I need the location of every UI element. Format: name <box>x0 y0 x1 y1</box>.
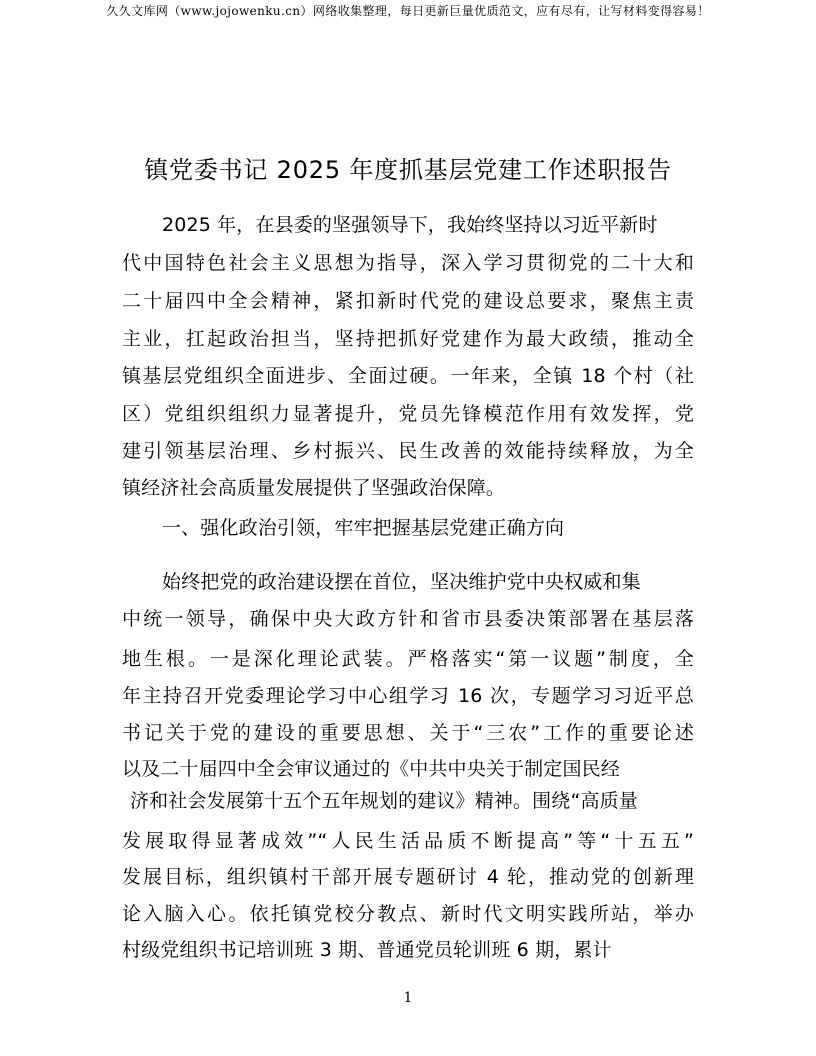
body-line: 代中国特色社会主义思想为指导，深入学习贯彻党的二十大和 <box>122 252 694 274</box>
body-line: 书记关于党的建设的重要思想、关于“三农”工作的重要论述 <box>122 722 694 744</box>
body-line: 年主持召开党委理论学习中心组学习 16 次，专题学习习近平总 <box>122 685 694 707</box>
page-number: 1 <box>403 990 413 1006</box>
body-line: 区）党组织组织力显著提升，党员先锋模范作用有效发挥，党 <box>122 403 694 425</box>
body-line: 论入脑入心。依托镇党校分教点、新时代文明实践所站，举办 <box>122 903 694 925</box>
page-title: 镇党委书记 2025 年度抓基层党建工作述职报告 <box>144 156 672 184</box>
section-heading: 一、强化政治引领，牢牢把握基层党建正确方向 <box>162 517 565 539</box>
body-line: 二十届四中全会精神，紧扣新时代党的建设总要求，聚焦主责 <box>122 290 694 312</box>
site-banner: 久久文库网（www.jojowenku.cn）网络收集整理，每日更新巨量优质范文，应有尽有，让写材料变得容易！ <box>106 4 710 18</box>
body-line: 发展取得显著成效”“人民生活品质不断提高”等“十五五” <box>122 830 694 852</box>
body-line: 地生根。一是深化理论武装。严格落实“第一议题”制度，全 <box>122 648 694 670</box>
body-line: 发展目标，组织镇村干部开展专题研讨 4 轮，推动党的创新理 <box>122 866 694 888</box>
body-line: 济和社会发展第十五个五年规划的建议》精神。围绕“高质量 <box>130 790 638 812</box>
body-line: 村级党组织书记培训班 3 期、普通党员轮训班 6 期，累计 <box>122 939 612 961</box>
body-line: 镇经济社会高质量发展提供了坚强政治保障。 <box>122 477 506 499</box>
body-line: 中统一领导，确保中央大政方针和省市县委决策部署在基层落 <box>122 608 694 630</box>
body-line: 建引领基层治理、乡村振兴、民生改善的效能持续释放，为全 <box>122 440 694 462</box>
body-line: 以及二十届四中全会审议通过的《中共中央关于制定国民经 <box>122 758 620 780</box>
body-line: 镇基层党组织全面进步、全面过硬。一年来，全镇 18 个村（社 <box>122 365 694 387</box>
body-line: 2025 年，在县委的坚强领导下，我始终坚持以习近平新时 <box>162 214 658 236</box>
body-line: 主业，扛起政治担当，坚持把抓好党建作为最大政绩，推动全 <box>122 328 694 350</box>
body-line: 始终把党的政治建设摆在首位，坚决维护党中央权威和集 <box>162 571 641 593</box>
